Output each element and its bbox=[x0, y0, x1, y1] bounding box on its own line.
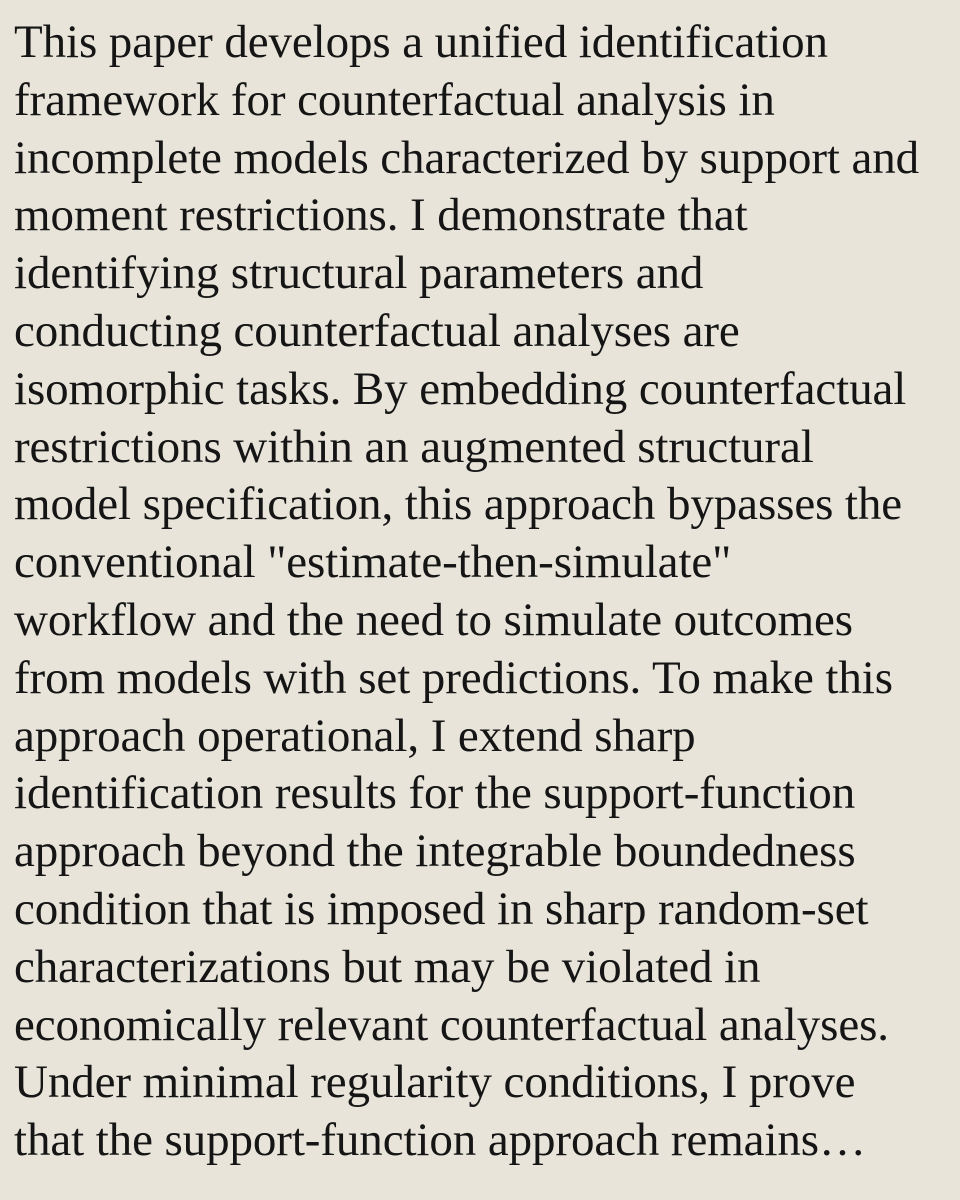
abstract-line-2: framework for counterfactual analysis in bbox=[14, 73, 775, 126]
abstract-line-12: from models with set predictions. To make this bbox=[14, 651, 893, 704]
abstract-line-9: model specification, this approach bypasses the bbox=[14, 478, 903, 531]
abstract-line-13: approach operational, I extend sharp bbox=[14, 709, 696, 762]
abstract-line-15: approach beyond the integrable boundedness bbox=[14, 825, 856, 878]
abstract-line-17: characterizations but may be violated in bbox=[14, 940, 761, 993]
abstract-line-20: that the support-function approach remains… bbox=[14, 1114, 866, 1167]
abstract-line-10: conventional "estimate-then-simulate" bbox=[14, 536, 732, 589]
abstract-line-4: moment restrictions. I demonstrate that bbox=[14, 189, 748, 242]
abstract-text bbox=[14, 14, 950, 1170]
abstract-line-6: conducting counterfactual analyses are bbox=[14, 304, 740, 357]
abstract-line-1: This paper develops a unified identification bbox=[14, 16, 828, 68]
abstract-line-18: economically relevant counterfactual analyses. bbox=[14, 998, 889, 1051]
abstract-line-11: workflow and the need to simulate outcomes bbox=[14, 593, 853, 646]
abstract-line-19: Under minimal regularity conditions, I prove bbox=[14, 1056, 856, 1109]
abstract-line-14: identification results for the support-function bbox=[14, 767, 856, 820]
abstract-line-3: incomplete models characterized by support and bbox=[14, 131, 920, 184]
abstract-line-16: condition that is imposed in sharp random-set bbox=[14, 882, 869, 935]
abstract-line-7: isomorphic tasks. By embedding counterfactual bbox=[14, 362, 907, 415]
abstract-line-8: restrictions within an augmented structural bbox=[14, 420, 814, 473]
abstract-line-5: identifying structural parameters and bbox=[14, 247, 704, 300]
